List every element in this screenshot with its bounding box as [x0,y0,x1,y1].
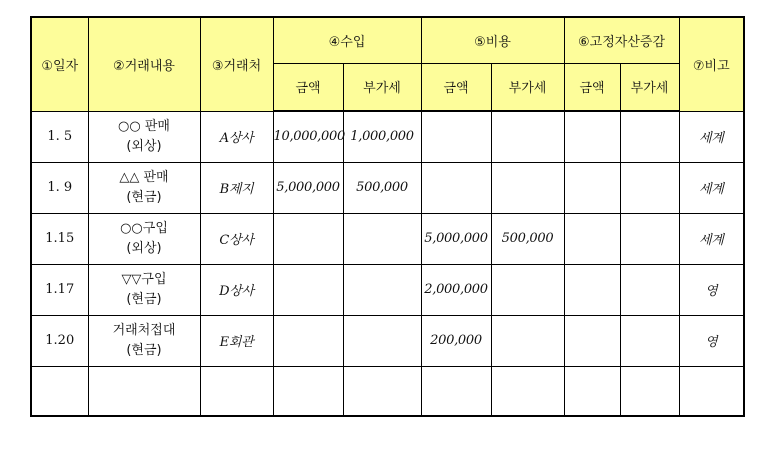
row-fixed-asset-vat [620,315,679,366]
row-expense-vat [491,162,564,213]
row-description-line2: (현금) [126,291,162,307]
row-remark: 세계 [679,213,744,264]
row-date: 1. 9 [31,162,88,213]
ledger-table [30,16,745,417]
row-description-line1: ○○ 판매 [118,118,170,134]
row-description-line2: (외상) [126,138,162,154]
header-fixed-asset: ⑥고정자산증감 [564,17,679,63]
row-date: 1.17 [31,264,88,315]
row-income-amount [273,264,343,315]
row-fixed-asset-vat [620,111,679,162]
row-counterparty: A상사 [200,111,273,162]
row-description [88,264,200,315]
row-remark: 세계 [679,162,744,213]
row-remark: 세계 [679,111,744,162]
row-income-vat: 1,000,000 [343,111,421,162]
row-income-vat [343,315,421,366]
row-description-line1: ○○구입 [120,220,168,236]
row-description-line2: (외상) [126,240,162,256]
row-income-amount [273,213,343,264]
row-expense-amount [421,366,491,416]
row-description-line2: (현금) [126,342,162,358]
row-fixed-asset-amount [564,213,620,264]
header-fixed-asset-vat: 부가세 [620,63,679,111]
header-income-vat: 부가세 [343,63,421,111]
row-fixed-asset-amount [564,315,620,366]
row-date [31,366,88,416]
header-date: ①일자 [31,17,88,111]
row-expense-vat [491,366,564,416]
row-expense-vat [491,315,564,366]
row-income-amount: 10,000,000 [273,111,343,162]
row-income-vat [343,264,421,315]
row-fixed-asset-vat [620,162,679,213]
header-fixed-asset-amount: 금액 [564,63,620,111]
row-expense-amount [421,162,491,213]
row-income-vat [343,366,421,416]
row-remark [679,366,744,416]
row-expense-amount: 200,000 [421,315,491,366]
row-fixed-asset-amount [564,264,620,315]
table-row [31,264,744,315]
header-expense: ⑤비용 [421,17,564,63]
row-date: 1. 5 [31,111,88,162]
row-expense-vat [491,111,564,162]
row-description-line1: △△ 판매 [119,169,169,185]
row-fixed-asset-vat [620,213,679,264]
header-counterparty: ③거래처 [200,17,273,111]
row-fixed-asset-amount [564,162,620,213]
row-date: 1.20 [31,315,88,366]
row-income-vat [343,213,421,264]
row-expense-amount: 5,000,000 [421,213,491,264]
row-fixed-asset-vat [620,366,679,416]
row-fixed-asset-amount [564,366,620,416]
table-row [31,213,744,264]
row-remark: 영 [679,315,744,366]
row-remark: 영 [679,264,744,315]
row-expense-vat [491,264,564,315]
header-remarks: ⑦비고 [679,17,744,111]
row-counterparty: E회관 [200,315,273,366]
row-counterparty: B제지 [200,162,273,213]
row-description-line1: ▽▽구입 [121,271,167,287]
row-income-amount [273,366,343,416]
header-expense-vat: 부가세 [491,63,564,111]
row-counterparty [200,366,273,416]
row-description-line1: 거래처접대 [112,322,176,338]
row-expense-amount: 2,000,000 [421,264,491,315]
row-expense-amount [421,111,491,162]
header-income: ④수입 [273,17,421,63]
table-row [31,111,744,162]
row-description [88,111,200,162]
row-description [88,213,200,264]
row-income-amount [273,315,343,366]
table-row [31,162,744,213]
row-income-amount: 5,000,000 [273,162,343,213]
table-row [31,366,744,416]
row-description [88,315,200,366]
row-counterparty: C상사 [200,213,273,264]
row-fixed-asset-amount [564,111,620,162]
header-expense-amount: 금액 [421,63,491,111]
row-income-vat: 500,000 [343,162,421,213]
row-expense-vat: 500,000 [491,213,564,264]
row-description-line2: (현금) [126,189,162,205]
header-description: ②거래내용 [88,17,200,111]
row-description [88,162,200,213]
row-counterparty: D상사 [200,264,273,315]
table-row [31,315,744,366]
row-description [88,366,200,416]
header-income-amount: 금액 [273,63,343,111]
row-date: 1.15 [31,213,88,264]
row-fixed-asset-vat [620,264,679,315]
